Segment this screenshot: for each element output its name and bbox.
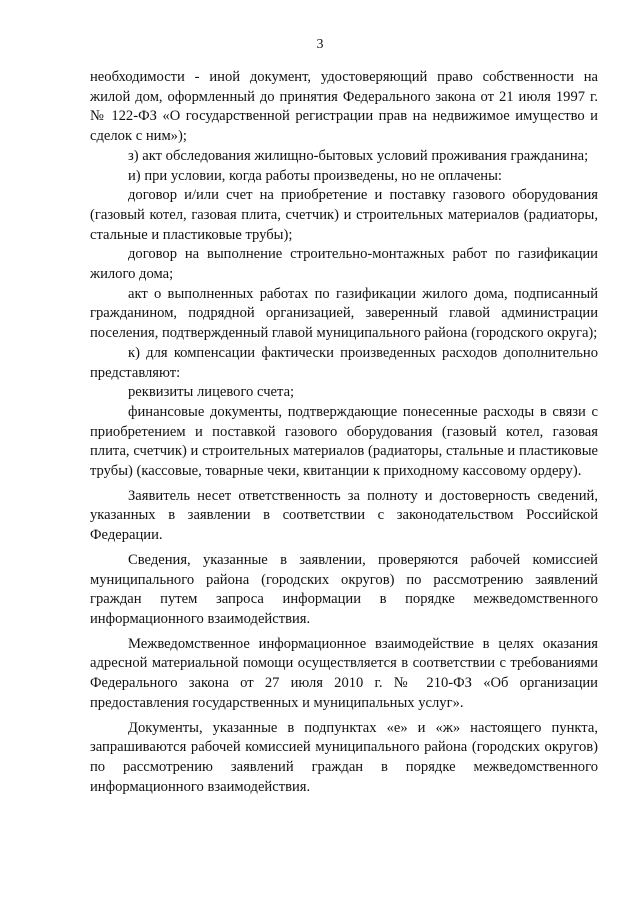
paragraph-interagency-interaction: Межведомственное информационное взаимодействие в целях оказания адресной материальной помощи осуществляется в соответствии с требованиями Федерального закона от 27 июля 2010 г. № 210-ФЗ «Об организации предоставления государственных и муниципальных услуг». (90, 635, 598, 711)
paragraph-financial-documents: финансовые документы, подтверждающие понесенные расходы в связи с приобретением и поставкой газового оборудования (газовый котел, газовая плита, счетчик) и строительных материалов (радиаторы, стальные и пластиковые трубы) (кассовые, товарные чеки, квитанции к приходному кассовому ордеру). (90, 403, 598, 480)
paragraph-item-z: з) акт обследования жилищно-бытовых условий проживания гражданина; (128, 147, 589, 164)
document-body (90, 68, 598, 797)
paragraph-item-k: к) для компенсации фактически произведенных расходов дополнительно представляют: (90, 344, 598, 381)
paragraph-account-details: реквизиты лицевого счета; (128, 384, 295, 401)
paragraph-installation-contract: договор на выполнение строительно-монтажных работ по газификации жилого дома; (90, 246, 598, 283)
paragraph-requested-documents: Документы, указанные в подпунктах «е» и «ж» настоящего пункта, запрашиваются рабочей комиссией муниципального района (городских округов) по рассмотрению заявлений граждан в порядке межведомственного информационного взаимодействия. (90, 719, 598, 795)
page-number: 3 (316, 37, 324, 52)
paragraph-verification: Сведения, указанные в заявлении, проверяются рабочей комиссией муниципального района (городских округов) по рассмотрению заявлений граждан путем запроса информации в порядке межведомственного информационного взаимодействия. (90, 551, 598, 627)
paragraph-applicant-responsibility: Заявитель несет ответственность за полноту и достоверность сведений, указанных в заявлении в соответствии с законодательством Российской Федерации. (90, 487, 598, 544)
paragraph-ownership-document: необходимости - иной документ, удостоверяющий право собственности на жилой дом, оформленный до принятия Федерального закона от 21 июля 1997 г. № 122-ФЗ «О государственной регистрации прав на недвижимое имущество и сделок с ним»); (90, 69, 598, 145)
paragraph-item-i: и) при условии, когда работы произведены, но не оплачены: (128, 167, 502, 184)
paragraph-equipment-contract: договор и/или счет на приобретение и поставку газового оборудования (газовый котел, газовая плита, счетчик) и строительных материалов (радиаторы, стальные и пластиковые трубы); (90, 187, 598, 243)
paragraph-completion-act: акт о выполненных работах по газификации жилого дома, подписанный гражданином, подрядной организацией, заверенный главой администрации поселения, подтвержденный главой муниципального района (городского округа); (90, 285, 598, 342)
